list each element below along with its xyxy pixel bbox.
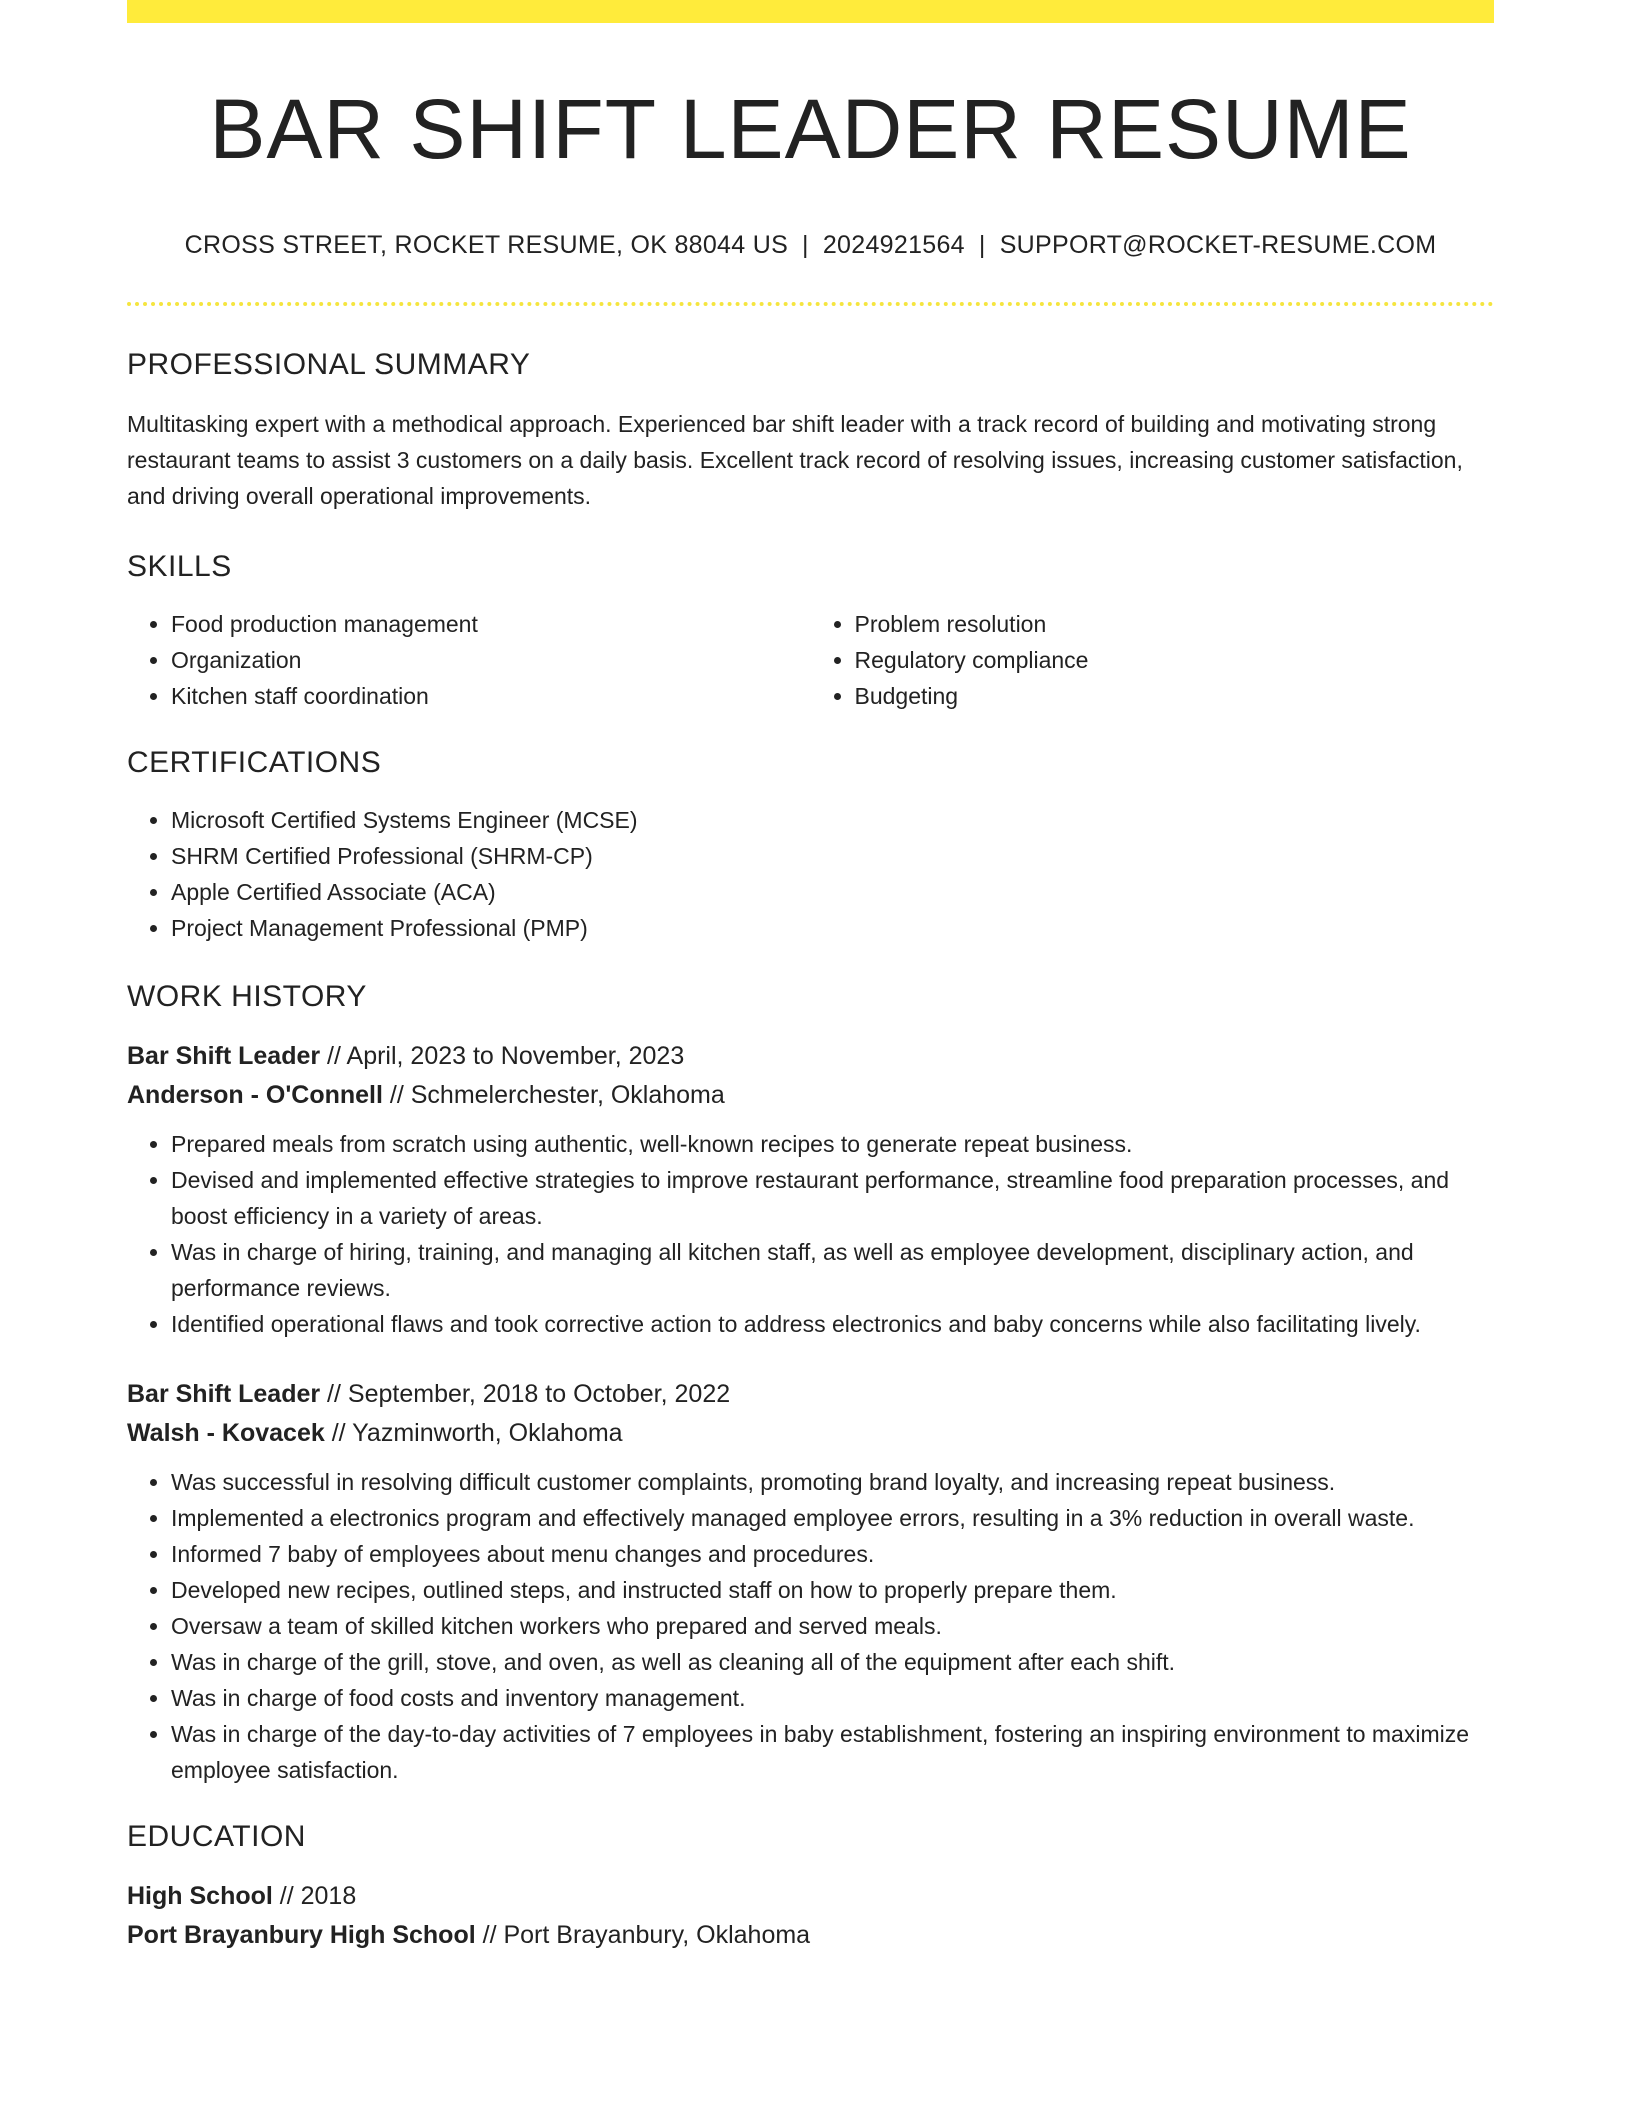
skill-item: • Problem resolution [855, 606, 1495, 642]
certification-item: • Project Management Professional (PMP) [171, 910, 1494, 946]
summary-heading: PROFESSIONAL SUMMARY [127, 348, 531, 382]
resume-page [127, 0, 1494, 1954]
field-divider: // [475, 1921, 504, 1950]
job-title: Bar Shift Leader [127, 1042, 321, 1071]
contact-address: CROSS STREET, ROCKET RESUME, OK 88044 US [184, 231, 789, 260]
skill-item: • Kitchen staff coordination [171, 678, 811, 714]
education-heading: EDUCATION [127, 1820, 306, 1854]
job-duty: • Was in charge of hiring, training, and managing all kitchen staff, as well as employee development, disciplinary action, and performance reviews. [171, 1234, 1494, 1306]
work-history-heading: WORK HISTORY [127, 980, 367, 1014]
contact-email: SUPPORT@ROCKET-RESUME.COM [999, 231, 1437, 260]
job-title-line [127, 1036, 1494, 1076]
job-duty: • Was in charge of food costs and inventory management. [171, 1680, 1494, 1716]
job-company: Anderson - O'Connell [127, 1081, 383, 1110]
skill-item: • Organization [171, 642, 811, 678]
job-duty: • Prepared meals from scratch using authentic, well-known recipes to generate repeat business. [171, 1126, 1494, 1162]
contact-phone: 2024921564 [822, 231, 965, 260]
job-location: Yazminworth, Oklahoma [352, 1419, 623, 1448]
education-degree: High School [127, 1882, 273, 1911]
job-duty: • Was in charge of the grill, stove, and oven, as well as cleaning all of the equipment after each shift. [171, 1644, 1494, 1680]
job-entry [127, 1036, 1494, 1342]
certification-item: • SHRM Certified Professional (SHRM-CP) [171, 838, 1494, 874]
job-entry [127, 1374, 1494, 1788]
skill-item: • Food production management [171, 606, 811, 642]
job-duty: • Oversaw a team of skilled kitchen workers who prepared and served meals. [171, 1608, 1494, 1644]
job-duty: • Devised and implemented effective strategies to improve restaurant performance, streamline food preparation processes, and boost efficiency in a variety of areas. [171, 1162, 1494, 1234]
job-duty: • Developed new recipes, outlined steps, and instructed staff on how to properly prepare them. [171, 1572, 1494, 1608]
skill-item: • Regulatory compliance [855, 642, 1495, 678]
field-divider: // [324, 1419, 353, 1448]
field-divider: // [320, 1042, 347, 1071]
skills-list-left [127, 606, 811, 714]
certification-item: • Apple Certified Associate (ACA) [171, 874, 1494, 910]
skills-list-right [811, 606, 1495, 714]
job-company-line [127, 1414, 1494, 1452]
summary-text: Multitasking expert with a methodical approach. Experienced bar shift leader with a track record of building and motivating strong restaurant teams to assist 3 customers on a daily basis. Excellent track record of resolving issues, increasing customer satisfaction, and driving overall operational improvements. [127, 411, 1463, 510]
job-duties-list [127, 1464, 1494, 1788]
skill-item: • Budgeting [855, 678, 1495, 714]
job-duty: • Was in charge of the day-to-day activities of 7 employees in baby establishment, fostering an inspiring environment to maximize employee satisfaction. [171, 1716, 1494, 1788]
certification-item: • Microsoft Certified Systems Engineer (MCSE) [171, 802, 1494, 838]
job-title-line [127, 1374, 1494, 1414]
contact-separator: | [802, 231, 809, 260]
field-divider: // [382, 1081, 411, 1110]
accent-top-bar [127, 0, 1494, 23]
job-title: Bar Shift Leader [127, 1380, 321, 1409]
skills-heading: SKILLS [127, 550, 232, 584]
certifications-heading: CERTIFICATIONS [127, 746, 382, 780]
job-location: Schmelerchester, Oklahoma [410, 1081, 725, 1110]
job-duty: • Identified operational flaws and took corrective action to address electronics and baby concerns while also facilitating lively. [171, 1306, 1494, 1342]
job-duty: • Implemented a electronics program and effectively managed employee errors, resulting in a 3% reduction in overall waste. [171, 1500, 1494, 1536]
resume-title: BAR SHIFT LEADER RESUME [209, 82, 1412, 176]
job-duty: • Informed 7 baby of employees about menu changes and procedures. [171, 1536, 1494, 1572]
certifications-list [127, 802, 1494, 946]
job-dates: April, 2023 to November, 2023 [346, 1042, 685, 1071]
job-duties-list [127, 1126, 1494, 1342]
education-degree-line [127, 1876, 1494, 1916]
dotted-divider [127, 302, 1494, 306]
job-duty: • Was successful in resolving difficult customer complaints, promoting brand loyalty, and increasing repeat business. [171, 1464, 1494, 1500]
job-company: Walsh - Kovacek [127, 1419, 325, 1448]
job-company-line [127, 1076, 1494, 1114]
education-location: Port Brayanbury, Oklahoma [503, 1921, 811, 1950]
education-school-line [127, 1916, 1494, 1954]
contact-info [127, 231, 1494, 260]
field-divider: // [272, 1882, 301, 1911]
field-divider: // [320, 1380, 348, 1409]
skills-columns [127, 606, 1494, 714]
contact-separator: | [978, 231, 986, 260]
education-school: Port Brayanbury High School [127, 1921, 476, 1950]
job-dates: September, 2018 to October, 2022 [347, 1380, 731, 1409]
education-year: 2018 [300, 1882, 357, 1911]
